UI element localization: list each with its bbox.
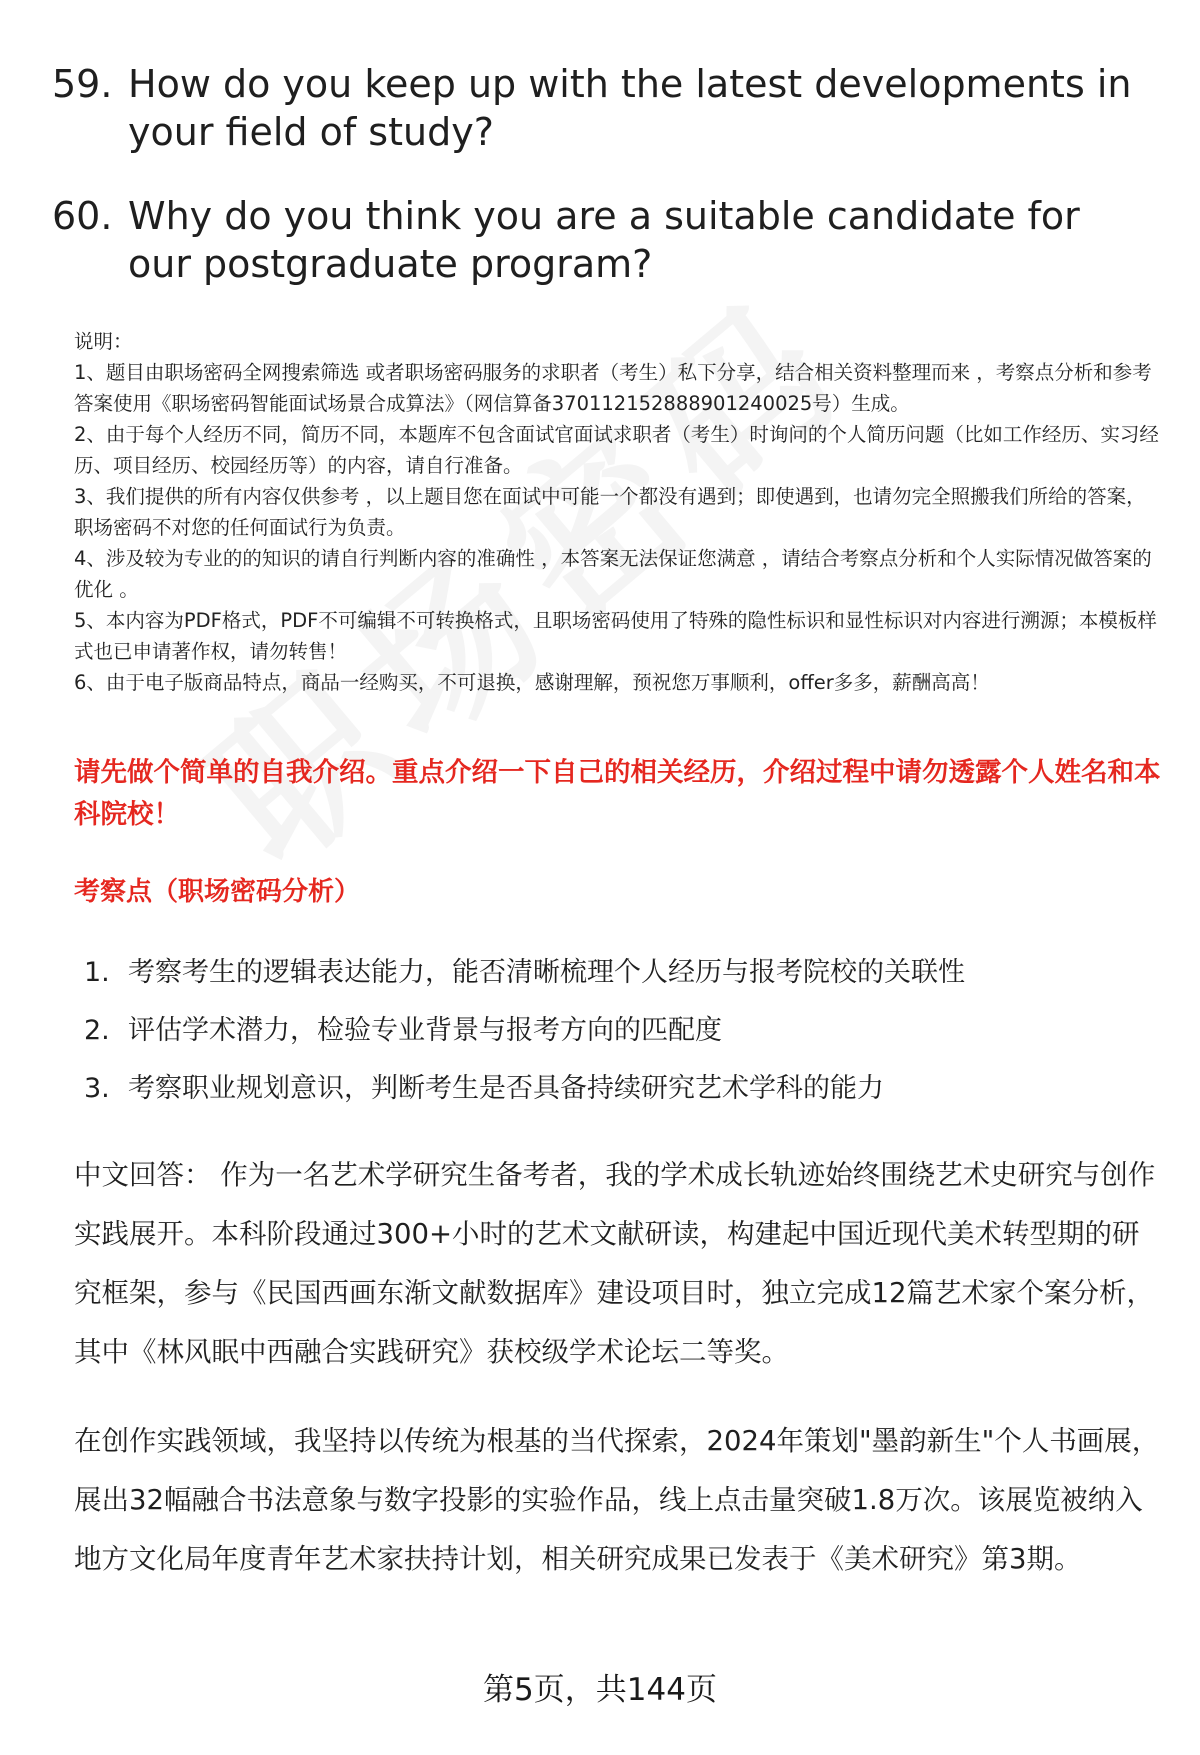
answer-paragraph-1: 中文回答： 作为一名艺术学研究生备考者，我的学术成长轨迹始终围绕艺术史研究与创作实践展开。本科阶段通过300+小时的艺术文献研读，构建起中国近现代美术转型期的研究框架，参与《民国西画东渐文献数据库》建设项目时，独立完成12篇艺术家个案分析，其中《林风眠中西融合实践研究》获校级学术论坛二等奖。	[74, 1159, 1156, 1368]
point-number: 3.	[84, 1073, 110, 1104]
note-item: 4、涉及较为专业的的知识的请自行判断内容的准确性 ，本答案无法保证您满意 ，请结合考察点分析和个人实际情况做答案的优化 。	[74, 547, 1152, 601]
note-item: 3、我们提供的所有内容仅供参考 ，以上题目您在面试中可能一个都没有遇到；即使遇到，也请勿完全照搬我们所给的答案，职场密码不对您的任何面试行为负责。	[74, 485, 1146, 539]
analysis-section-title: 考察点（职场密码分析）	[74, 877, 361, 907]
note-item: 1、题目由职场密码全网搜索筛选 或者职场密码服务的求职者（考生）私下分享，结合相关资料整理而来 ，考察点分析和参考答案使用《职场密码智能面试场景合成算法》（网信算备370112152888901240025号）生成。	[74, 361, 1152, 415]
analysis-points-list	[84, 944, 1134, 1118]
question-text: Why do you think you are a suitable candidate for our postgraduate program?	[128, 194, 1080, 286]
question-number: 60.	[52, 194, 113, 238]
page-number-footer: 第5页，共144页	[483, 1672, 717, 1708]
note-item: 2、由于每个人经历不同，简历不同，本题库不包含面试官面试求职者（考生）时询问的个人简历问题（比如工作经历、实习经历、项目经历、校园经历等）的内容，请自行准备。	[74, 423, 1159, 477]
point-text: 考察考生的逻辑表达能力，能否清晰梳理个人经历与报考院校的关联性	[128, 957, 965, 988]
interview-question-title: 请先做个简单的自我介绍。重点介绍一下自己的相关经历，介绍过程中请勿透露个人姓名和本科院校！	[74, 757, 1161, 830]
question-59	[52, 60, 1152, 156]
list-item	[84, 944, 1134, 1002]
point-number: 1.	[84, 957, 110, 988]
question-60	[52, 192, 1152, 288]
point-text: 考察职业规划意识，判断考生是否具备持续研究艺术学科的能力	[128, 1073, 884, 1104]
notes-title: 说明：	[74, 330, 133, 353]
list-item	[84, 1060, 1134, 1118]
point-number: 2.	[84, 1015, 110, 1046]
disclaimer-notes	[74, 326, 1164, 698]
question-text: How do you keep up with the latest developments in your field of study?	[128, 62, 1132, 154]
answer-paragraph-2: 在创作实践领域，我坚持以传统为根基的当代探索，2024年策划"墨韵新生"个人书画展，展出32幅融合书法意象与数字投影的实验作品，线上点击量突破1.8万次。该展览被纳入地方文化局年度青年艺术家扶持计划，相关研究成果已发表于《美术研究》第3期。	[74, 1425, 1160, 1575]
note-item: 5、本内容为PDF格式，PDF不可编辑不可转换格式，且职场密码使用了特殊的隐性标识和显性标识对内容进行溯源；本模板样式也已申请著作权，请勿转售！	[74, 609, 1157, 663]
note-item: 6、由于电子版商品特点，商品一经购买，不可退换，感谢理解，预祝您万事顺利，offer多多，薪酬高高！	[74, 671, 990, 694]
point-text: 评估学术潜力，检验专业背景与报考方向的匹配度	[128, 1015, 722, 1046]
question-number: 59.	[52, 62, 113, 106]
list-item	[84, 1002, 1134, 1060]
